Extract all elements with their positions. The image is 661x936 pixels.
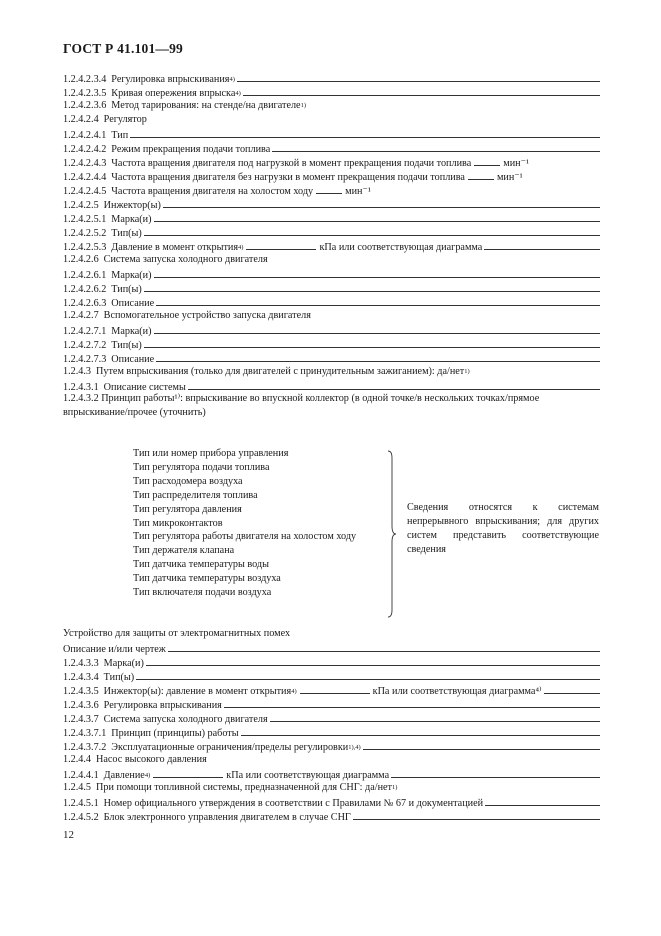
form-line xyxy=(63,141,600,155)
type-item: Тип или номер прибора управления xyxy=(133,448,289,459)
field-label: Описание системы xyxy=(103,382,186,393)
type-item: Тип расходомера воздуха xyxy=(133,475,243,487)
field-label: Регулировка впрыскивания xyxy=(111,74,230,85)
section-number: 1.2.4.2.3.4 xyxy=(63,74,107,85)
type-item: Тип включателя подачи воздуха xyxy=(133,587,272,598)
form-line xyxy=(63,809,600,823)
field-label: Марка(и) xyxy=(111,270,152,281)
section-number: 1.2.4.2.3.6 xyxy=(63,100,107,111)
type-item: Тип датчика температуры воздуха xyxy=(133,573,281,585)
form-line: 1.2.4.3.5 Инжектор(ы): давление в момент открытия $^{4)}$ кПа или соответствующая диаграмма⁴⁾ xyxy=(63,683,600,697)
form-line: 1.2.4.2.5.3 Давление в момент открытия $^{4)}$ кПа или соответствующая диаграмма xyxy=(63,239,600,253)
section-number: 1.2.4.2.6.2 xyxy=(63,284,107,295)
form-line xyxy=(63,697,600,711)
form-line xyxy=(63,197,600,211)
field-label: Регулировка впрыскивания xyxy=(103,700,222,711)
form-line: 1.2.4.2.3.4 Регулировка впрыскивания $^{4)}$ xyxy=(63,71,600,85)
value-blank[interactable] xyxy=(316,183,342,194)
field-label: Номер официального утверждения в соответствии с Правилами № 67 и документацией xyxy=(103,798,484,809)
section-number: 1.2.4.2.7.3 xyxy=(63,354,107,365)
unit-label: мин⁻¹ xyxy=(496,172,523,183)
field-label: Эксплуатационные ограничения/пределы регулировки xyxy=(111,742,349,753)
field-label: Частота вращения двигателя без нагрузки в момент прекращения подачи топлива xyxy=(111,172,465,183)
fill-line[interactable] xyxy=(154,323,600,334)
section-number: 1.2.4.5 xyxy=(63,782,92,793)
field-label: Давление xyxy=(103,770,145,781)
emi-title: Устройство для защиты от электромагнитных помех xyxy=(63,628,291,639)
fill-line[interactable] xyxy=(154,267,600,278)
value-blank[interactable] xyxy=(153,767,223,778)
fill-line[interactable] xyxy=(188,379,600,390)
field-label: Тип(ы) xyxy=(111,284,142,295)
form-line xyxy=(63,655,600,669)
fill-line[interactable] xyxy=(272,141,600,152)
fill-line[interactable] xyxy=(485,795,600,806)
form-line xyxy=(63,169,600,183)
form-line xyxy=(63,351,600,365)
principle-line-2: впрыскивание/прочее (уточнить) xyxy=(63,407,206,418)
form-line: 1.2.4.3.7.2 Эксплуатационные ограничения/пределы регулировки $^{1),4)}$ xyxy=(63,739,600,753)
field-label: Принцип (принципы) работы xyxy=(111,728,239,739)
section-number: 1.2.4.2.4.3 xyxy=(63,158,107,169)
form-line xyxy=(63,281,600,295)
form-line: 1.2.4.5 При помощи топливной системы, предназначенной для СНГ: да/нет $^{1)}$ xyxy=(63,782,398,793)
principle-line-1: 1.2.4.3.2 Принцип работы¹⁾: впрыскивание во впускной коллектор (в одной точке/в нескольких точках/прямое xyxy=(63,393,540,404)
field-label: Тип(ы) xyxy=(111,228,142,239)
form-line xyxy=(63,337,600,351)
type-item: Тип регулятора работы двигателя на холостом ходу xyxy=(133,531,357,543)
section-number: 1.2.4.2.4.2 xyxy=(63,144,107,155)
field-label: Система запуска холодного двигателя xyxy=(103,714,268,725)
fill-line[interactable] xyxy=(168,641,600,652)
field-label: Марка(и) xyxy=(111,326,152,337)
fill-line[interactable] xyxy=(270,711,600,722)
field-label: Путем впрыскивания (только для двигателей с принудительным зажиганием): да/нет xyxy=(96,366,465,377)
section-number: 1.2.4.2.4.5 xyxy=(63,186,107,197)
field-label: Тип xyxy=(111,130,129,141)
fill-line[interactable] xyxy=(156,351,600,362)
form-line xyxy=(63,225,600,239)
field-label: Насос высокого давления xyxy=(96,754,207,765)
section-number: 1.2.4.2.7.1 xyxy=(63,326,107,337)
type-item: Тип регулятора давления xyxy=(133,503,242,515)
section-number: 1.2.4.5.1 xyxy=(63,798,99,809)
section-number: 1.2.4.3.6 xyxy=(63,700,99,711)
section-number: 1.2.4.2.5.1 xyxy=(63,214,107,225)
section-number: 1.2.4.2.6 xyxy=(63,254,99,265)
field-label: При помощи топливной системы, предназначенной для СНГ: да/нет xyxy=(96,782,393,793)
section-number: 1.2.4.2.4 xyxy=(63,114,99,125)
form-line xyxy=(63,669,600,683)
fill-line[interactable] xyxy=(241,725,600,736)
form-line xyxy=(63,323,600,337)
field-label: Описание xyxy=(111,298,155,309)
form-line xyxy=(63,795,600,809)
form-line xyxy=(63,253,600,267)
fill-line[interactable] xyxy=(484,239,600,250)
fill-line[interactable] xyxy=(353,809,600,820)
fill-line[interactable] xyxy=(154,211,600,222)
form-line xyxy=(63,127,600,141)
unit-label: кПа или соответствующая диаграмма xyxy=(319,242,483,253)
section-number: 1.2.4.5.2 xyxy=(63,812,99,823)
field-label: Инжектор(ы) xyxy=(103,200,161,211)
fill-line[interactable] xyxy=(163,197,600,208)
field-label: Система запуска холодного двигателя xyxy=(103,254,268,265)
form-line xyxy=(63,711,600,725)
section-number: 1.2.4.2.4.1 xyxy=(63,130,107,141)
form-line: 1.2.4.2.3.6 Метод тарирования: на стенде/на двигателе $^{1)}$ xyxy=(63,100,306,111)
fill-line[interactable] xyxy=(144,281,600,292)
form-line xyxy=(63,309,600,323)
fill-line[interactable] xyxy=(237,71,600,82)
fill-line[interactable] xyxy=(156,295,600,306)
field-label: Частота вращения двигателя под нагрузкой в момент прекращения подачи топлива xyxy=(111,158,472,169)
field-label: Блок электронного управления двигателем в случае СНГ xyxy=(103,812,351,823)
form-line xyxy=(63,295,600,309)
curly-brace xyxy=(386,450,398,618)
type-item: Тип распределителя топлива xyxy=(133,489,258,501)
section-number: 1.2.4.2.5 xyxy=(63,200,99,211)
section-number: 1.2.4.3.4 xyxy=(63,672,99,683)
form-line xyxy=(63,211,600,225)
field-label: Тип(ы) xyxy=(111,340,142,351)
type-item: Тип держателя клапана xyxy=(133,545,235,557)
section-number: 1.2.4.4 xyxy=(63,754,92,765)
fill-line[interactable] xyxy=(146,655,600,666)
form-line: 1.2.4.4.1 Давление $^{4)}$ кПа или соответствующая диаграмма xyxy=(63,767,600,781)
field-label: Марка(и) xyxy=(111,214,152,225)
section-number: 1.2.4.3.7 xyxy=(63,714,99,725)
field-label: Режим прекращения подачи топлива xyxy=(111,144,271,155)
section-number: 1.2.4.3.3 xyxy=(63,658,99,669)
section-number: 1.2.4.2.4.4 xyxy=(63,172,107,183)
field-label: Кривая опережения впрыска xyxy=(111,88,236,99)
unit-label: мин⁻¹ xyxy=(345,186,371,197)
form-line xyxy=(63,725,600,739)
section-number: 1.2.4.4.1 xyxy=(63,770,99,781)
fill-line[interactable] xyxy=(391,767,600,778)
section-number: 1.2.4.2.5.2 xyxy=(63,228,107,239)
field-label: Описание xyxy=(111,354,155,365)
value-blank[interactable] xyxy=(300,683,370,694)
field-label: Тип(ы) xyxy=(103,672,135,683)
fill-line[interactable] xyxy=(144,337,600,348)
form-line xyxy=(63,183,600,197)
fill-line[interactable] xyxy=(130,127,600,138)
field-label: Описание и/или чертеж xyxy=(63,644,166,655)
form-line xyxy=(63,379,600,393)
value-blank[interactable] xyxy=(468,169,494,180)
field-label: Марка(и) xyxy=(103,658,144,669)
form-line: 1.2.4.3 Путем впрыскивания (только для двигателей с принудительным зажиганием): да/нет $^{1)}$ xyxy=(63,366,470,377)
section-number: 1.2.4.2.5.3 xyxy=(63,242,107,253)
form-line xyxy=(63,267,600,281)
value-blank[interactable] xyxy=(246,239,316,250)
field-label: Давление в момент открытия xyxy=(111,242,239,253)
unit-label: кПа или соответствующая диаграмма⁴⁾ xyxy=(372,686,542,697)
section-number: 1.2.4.2.6.1 xyxy=(63,270,107,281)
form-line xyxy=(63,641,600,655)
fill-line[interactable] xyxy=(363,739,600,750)
fill-line[interactable] xyxy=(224,697,600,708)
fill-line[interactable] xyxy=(243,85,600,96)
form-line xyxy=(63,113,600,127)
document-header: ГОСТ Р 41.101—99 xyxy=(63,41,183,56)
section-number: 1.2.4.3.1 xyxy=(63,382,99,393)
unit-label: кПа или соответствующая диаграмма xyxy=(226,770,390,781)
section-number: 1.2.4.2.7 xyxy=(63,310,99,321)
fill-line[interactable] xyxy=(136,669,600,680)
fill-line[interactable] xyxy=(144,225,600,236)
type-item: Тип микроконтактов xyxy=(133,517,223,529)
page-number: 12 xyxy=(63,829,74,841)
field-label: Инжектор(ы): давление в момент открытия xyxy=(103,686,292,697)
fill-line[interactable] xyxy=(544,683,601,694)
type-item: Тип датчика температуры воды xyxy=(133,559,269,571)
form-line xyxy=(63,155,600,169)
section-number: 1.2.4.2.6.3 xyxy=(63,298,107,309)
form-line: 1.2.4.2.3.5 Кривая опережения впрыска $^{4)}$ xyxy=(63,85,600,99)
section-number: 1.2.4.3 xyxy=(63,366,92,377)
section-number: 1.2.4.2.7.2 xyxy=(63,340,107,351)
type-item: Тип регулятора подачи топлива xyxy=(133,461,270,473)
section-number: 1.2.4.3.7.1 xyxy=(63,728,107,739)
note-text: Сведения относятся к системам непрерывного впрыскивания; для других систем представить соответствующие сведения xyxy=(407,502,599,555)
field-label: Частота вращения двигателя на холостом ходу xyxy=(111,186,314,197)
unit-label: мин⁻¹ xyxy=(503,158,530,169)
form-line xyxy=(63,753,600,767)
value-blank[interactable] xyxy=(474,155,500,166)
field-label: Вспомогательное устройство запуска двигателя xyxy=(103,310,311,321)
section-number: 1.2.4.2.3.5 xyxy=(63,88,107,99)
field-label: Метод тарирования: на стенде/на двигателе xyxy=(111,100,301,111)
section-number: 1.2.4.3.7.2 xyxy=(63,742,107,753)
section-number: 1.2.4.3.5 xyxy=(63,686,99,697)
field-label: Регулятор xyxy=(103,114,147,125)
